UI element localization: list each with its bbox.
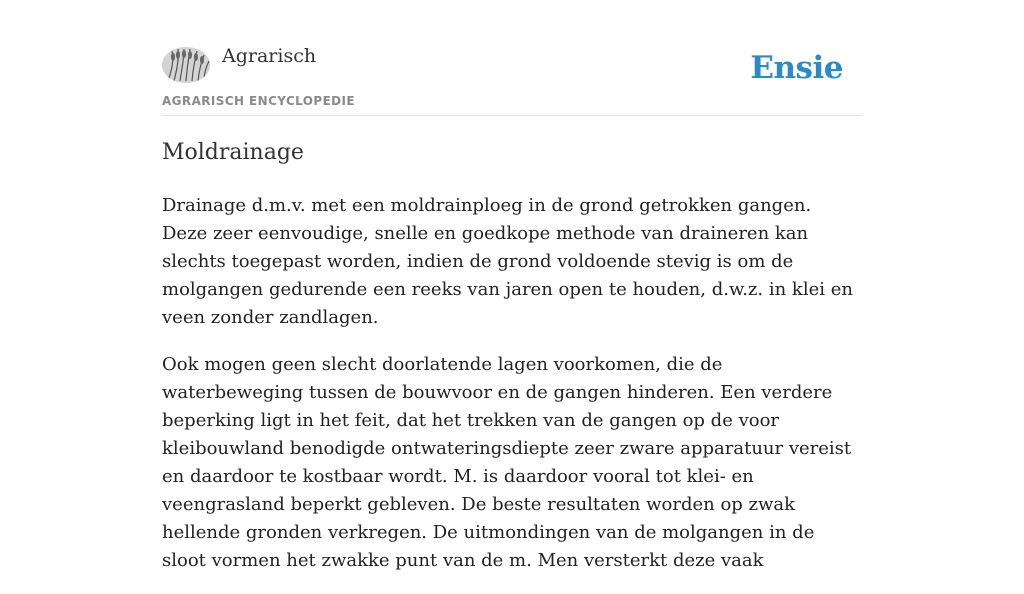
site-subtitle: AGRARISCH ENCYCLOPEDIE [162,94,355,108]
site-name[interactable]: Agrarisch [222,45,317,67]
article-paragraph: Drainage d.m.v. met een moldrainploeg in de grond getrokken gangen. Deze zeer eenvoudige, snelle en goedkope methode van draineren kan slechts toegepast worden, indien de grond voldoende stevig is om de molgangen gedurende een reeks van jaren open te houden, d.w.z. in klei en veen zonder zandlagen. [162,195,853,328]
site-header [162,0,862,116]
wheat-engraving-icon[interactable] [162,47,210,83]
article-paragraph: Ook mogen geen slecht doorlatende lagen voorkomen, die de waterbeweging tussen de bouwvoor en de gangen hinderen. Een verdere beperking ligt in het feit, dat het trekken van de gangen op de voor kleibouwland benodigde ontwateringsdiepte zeer zware apparatuur vereist en daardoor te kostbaar wordt. M. is daardoor vooral tot klei- en veengrasland beperkt gebleven. De beste resultaten worden op zwak hellende gronden verkregen. De uitmondingen van de molgangen in de sloot vormen het zwakke punt van de m. Men versterkt deze vaak [162,354,852,571]
article-title: Moldrainage [162,140,304,165]
ensie-logo-link[interactable]: Ensie [750,50,843,86]
article-body [162,192,862,594]
page [162,0,862,571]
